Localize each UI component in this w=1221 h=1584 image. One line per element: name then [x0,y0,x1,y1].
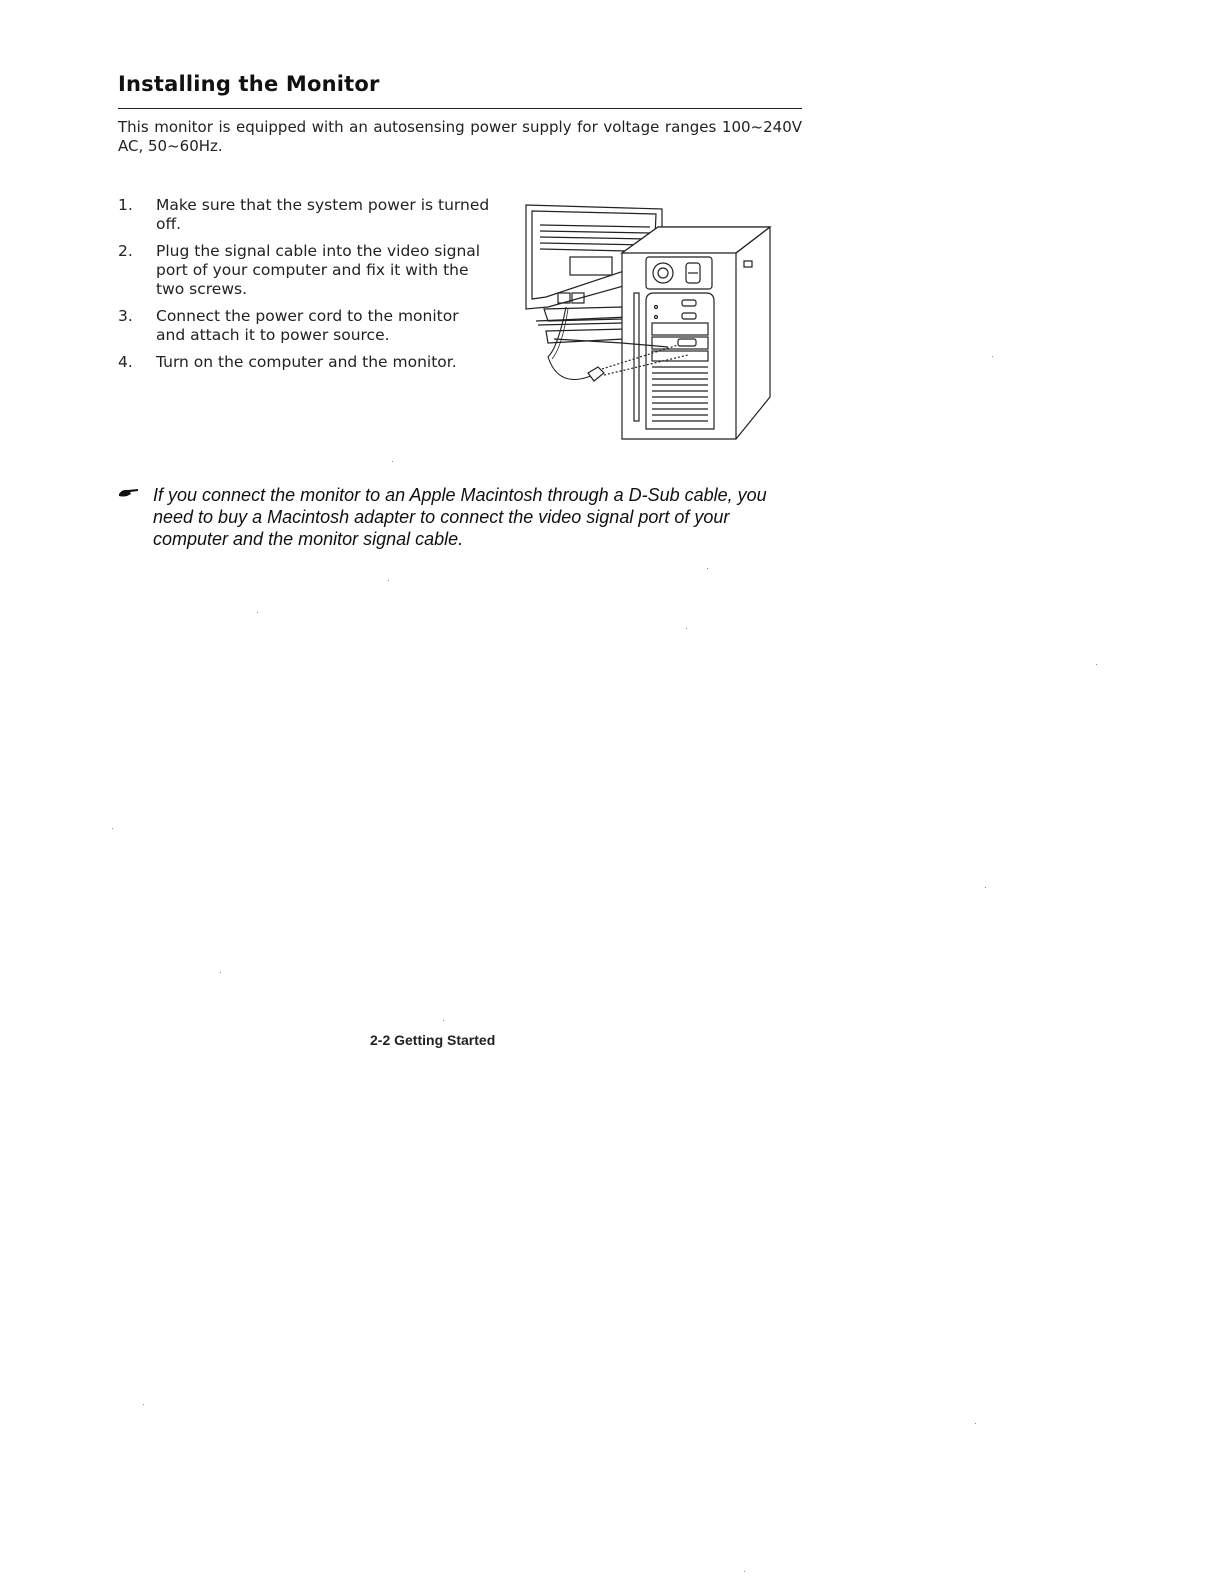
note-text: If you connect the monitor to an Apple Macintosh through a D-Sub cable, you need to buy a Macintosh adapter to connect the video signal port of your computer and the monitor signal cable. [153,485,767,549]
page-footer-label: 2-2 Getting Started [370,1032,496,1048]
scan-speck [744,1571,745,1572]
step-number: 3. [118,307,133,325]
step-text: Turn on the computer and the monitor. [156,353,457,371]
step-text: Make sure that the system power is turned off. [156,196,490,233]
scan-speck [112,828,113,829]
step-item-3 [118,307,498,345]
scan-speck [985,887,986,888]
scan-speck [143,1404,144,1405]
step-item-1 [118,196,498,234]
scan-speck [257,612,258,613]
step-text: Connect the power cord to the monitor and attach it to power source. [156,307,459,344]
scan-speck [975,1423,976,1424]
step-item-2 [118,242,498,299]
scan-speck [992,356,993,357]
step-item-4 [118,353,498,372]
installation-steps-list [118,196,498,380]
section-title: Installing the Monitor [118,72,380,96]
scan-speck [686,628,687,629]
step-number: 1. [118,196,133,214]
scan-speck [388,580,389,581]
step-number: 2. [118,242,133,260]
pointing-hand-icon [118,486,140,500]
intro-paragraph: This monitor is equipped with an autosensing power supply for voltage ranges 100~240V AC, 50~60Hz. [118,118,802,155]
step-number: 4. [118,353,133,371]
connection-diagram-svg [518,197,776,443]
title-divider [118,108,802,109]
monitor-computer-connection-illustration [518,197,776,443]
scan-speck [392,461,393,462]
scan-speck [220,972,221,973]
scan-speck [443,1020,444,1021]
step-text: Plug the signal cable into the video signal port of your computer and fix it with the two screws. [156,242,481,298]
scan-speck [1096,664,1097,665]
scan-speck [707,568,708,569]
